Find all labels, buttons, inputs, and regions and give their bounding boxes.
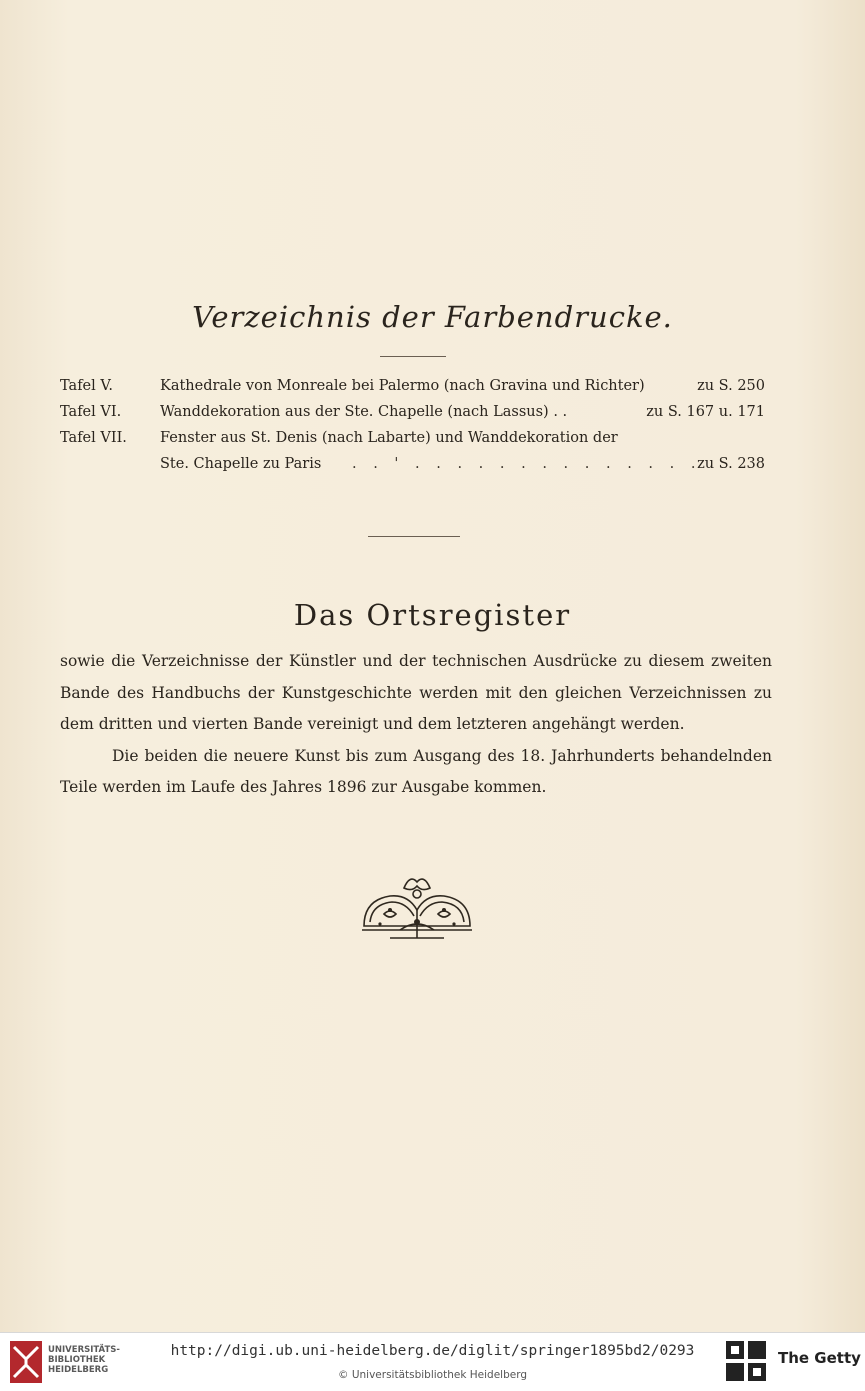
leader-dots: . . ' . . . . . . . . . . . . . .: [352, 456, 702, 472]
plate-label: Tafel VI.: [60, 404, 122, 420]
divider-rule: [368, 536, 460, 537]
notice-text: [60, 646, 772, 804]
getty-logo-icon: [726, 1341, 766, 1381]
plate-page-ref: zu S. 167 u. 171: [646, 404, 765, 420]
partner-name: The Getty: [778, 1349, 861, 1367]
copyright-notice: © Universitätsbibliothek Heidelberg: [337, 1369, 527, 1381]
page-title: Verzeichnis der Farbendrucke.: [192, 300, 673, 334]
library-name-line: BIBLIOTHEK: [48, 1355, 106, 1365]
plate-page-ref: zu S. 250: [697, 378, 765, 394]
plate-description: Fenster aus St. Denis (nach Labarte) und Wanddekoration der: [160, 430, 618, 446]
floral-ornament-icon: [360, 870, 474, 944]
library-name-line: HEIDELBERG: [48, 1365, 109, 1375]
plate-description: Wanddekoration aus der Ste. Chapelle (nach Lassus) . .: [160, 404, 568, 420]
section-heading: Das Ortsregister: [293, 598, 572, 632]
divider-rule: [380, 356, 446, 357]
paragraph: sowie die Verzeichnisse der Künstler und der technischen Ausdrücke zu diesem zweiten Bande des Handbuchs der Kunstgeschichte werden mit den gleichen Verzeichnissen zu dem dritten und vierten Bande vereinigt und dem letzteren angehängt werden.: [60, 652, 772, 733]
plate-row: [60, 451, 765, 477]
viewer-footer: [0, 1332, 865, 1391]
paragraph: Die beiden die neuere Kunst bis zum Ausgang des 18. Jahrhunderts behandelnden Teile werden im Laufe des Jahres 1896 zur Ausgabe kommen.: [60, 746, 772, 796]
library-name-line: UNIVERSITÄTS-: [48, 1345, 120, 1355]
plate-description: Kathedrale von Monreale bei Palermo (nach Gravina und Richter): [160, 378, 645, 394]
plate-list: [60, 373, 765, 477]
plate-label: Tafel V.: [60, 378, 113, 394]
plate-label: Tafel VII.: [60, 430, 127, 446]
permalink-url[interactable]: http://digi.ub.uni-heidelberg.de/diglit/springer1895bd2/0293: [170, 1343, 695, 1359]
plate-row: [60, 373, 765, 399]
plate-row: [60, 425, 765, 451]
plate-page-ref: zu S. 238: [697, 456, 765, 472]
plate-description: Ste. Chapelle zu Paris: [160, 456, 322, 472]
plate-row: [60, 399, 765, 425]
